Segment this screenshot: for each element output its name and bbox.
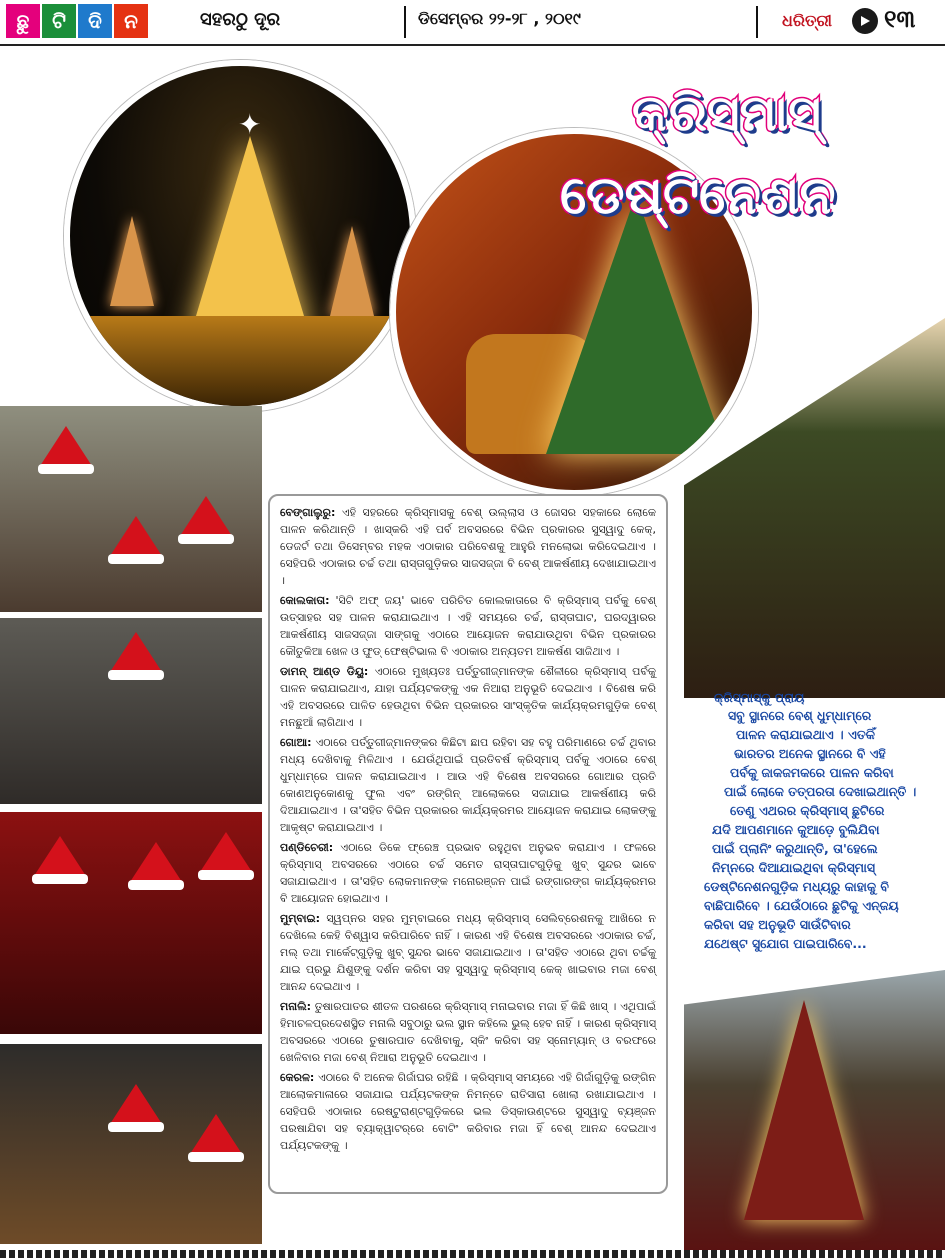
girls-in-santa-hats-photo [0,812,262,1034]
destination-paragraph [280,592,656,660]
santa-hat-icon [180,496,232,536]
water-reflection [70,316,410,406]
brand-letter: ଦି [78,4,112,38]
destination-text: ଏଠାରେ ପର୍ତ୍ତୁଗୀଜ୍‌ମାନଙ୍କର କିଛିଟା ଛାପ ରହିବା ସହ ବହୁ ପରିମାଣରେ ଚର୍ଚ୍ଚ ଥିବାର ମଧ୍ୟ ଦେଖିବାକୁ ମିଳିଥାଏ । ଯେଉଁଥିପାଇଁ ପ୍ରତିବର୍ଷ କ୍ରିସ୍‌ମାସ୍ ପର୍ବକୁ ଏଠାରେ ବେଶ୍ ଧୁମ୍‌ଧାମ୍‌ରେ ପାଳନ କରାଯାଇଥାଏ । ଆଉ ଏହି ବିଶେଷ ଅବସରରେ ଗୋଆର ପ୍ରତି କୋଣଅନୁକୋଣକୁ ଫୁଲ ଏବଂ ରଙ୍ଗିନ୍ ଆଲୋକରେ ସଜାଯାଇ ଆକର୍ଷଣୀୟ କରି ଦିଆଯାଇଥାଏ । ତା'ସହିତ ବିଭିନ ପ୍ରକାରର କାର୍ଯ୍ୟକ୍ରମର ଆୟୋଜନ କରାଯାଇ ଲୋକଙ୍କୁ ଆକୃଷ୍ଟ କରାଯାଇଥାଏ । [280,736,656,834]
callout-line: ଯଦି ଆପଣମାନେ କୁଆଡ଼େ ବୁଲିଯିବା [712,822,880,837]
masthead-divider [404,6,406,38]
play-icon [852,8,878,34]
callout-line: ଭାରତର ଅନେକ ସ୍ଥାନରେ ବି ଏହି [734,746,886,761]
callout-line: ତେଣୁ ଏଥରର କ୍ରିସ୍‌ମାସ୍ ଛୁଟିରେ [730,803,885,818]
children-in-santa-costume-photo [0,1044,262,1244]
santa-crowd-photo [0,406,262,612]
callout-line: ସବୁ ସ୍ଥାନରେ ବେଶ୍ ଧୁମ୍‌ଧାମ୍‌ରେ [728,708,872,723]
headline-line-2: ଡେଷ୍ଟିନେଶନ [560,166,836,226]
destination-name: ମୁମ୍ବାଇ: [280,912,321,925]
christmas-tree-lights-photo [64,60,416,412]
destination-name: ପଣ୍ଡିଚେରୀ: [280,841,334,854]
callout-line: କରିବା ସହ ଅନୁଭୂତି ସାଉଁଟିବାର [704,917,851,932]
destination-paragraph [280,734,656,836]
destination-text: ସ୍ୱପ୍ନର ସହର ମୁମ୍ବାଇରେ ମଧ୍ୟ କ୍ରିସ୍‌ମାସ୍ ସେଲିବ୍ରେଶନକୁ ଆଖିରେ ନ ଦେଖିଲେ କେହି ବିଶ୍ୱାସ କରିପାରିବେ ନାହିଁ । କାରଣ ଏହି ବିଶେଷ ଅବସରରେ ଏଠାକାର ଚର୍ଚ୍ଚ, ମଲ୍ ତଥା ମାର୍କେଟ୍‌ଗୁଡ଼ିକୁ ଖୁବ୍ ସୁନ୍ଦର ଭାବେ ସଜାଯାଇଥାଏ । ତା'ସହିତ ଏଠାରେ ଥିବା ଚର୍ଚ୍ଚକୁ ଯାଇ ପ୍ରଭୁ ଯିଶୁଙ୍କୁ ଦର୍ଶନ କରିବା ସହ ସୁସ୍ୱାଦୁ କ୍ରିସ୍‌ମାସ୍ କେକ୍ ଖାଇବାର ମଜା ବେଶ୍ ଆନନ୍ଦ ଦେଇଥାଏ । [280,912,656,993]
santa-hat-icon [110,1084,162,1124]
destination-name: ବେଙ୍ଗାଲୁରୁ: [280,506,336,519]
destination-name: ମନାଲି: [280,1000,312,1013]
brand-letter: ଛୁ [6,4,40,38]
street-carol-photo [0,618,262,804]
callout-line: ପର୍ବକୁ ଜାକଜମକରେ ପାଳନ କରିବା [730,765,894,780]
destination-paragraph [280,910,656,995]
headline [560,80,930,240]
callout-line: ନିମ୍ନରେ ଦିଆଯାଇଥିବା କ୍ରିସ୍‌ମାସ୍ [712,860,876,875]
destination-paragraph [280,1069,656,1154]
destination-text: ଏହି ସହରରେ କ୍ରିସ୍‌ମାସକୁ ବେଶ୍ ଉଲ୍ଲାସ ଓ ଜୋସର ସହକାରେ ଲୋକେ ପାଳନ କରିଥାନ୍ତି । ଖାସ୍‌କରି ଏହି ପର୍ବ ଅବସରରେ ବିଭିନ ପ୍ରକାରର ସୁସ୍ୱାଦୁ କେକ୍, ଡେଜର୍ଟ ତଥା ଡିସେମ୍ବର ମହକ ଏଠାକାର ପରିବେଶକୁ ଆହୁରି ମନଲୋଭା କରିଦେଇଥାଏ । ସେହିପରି ଏଠାକାର ଚର୍ଚ୍ଚ ତଥା ରାସ୍ତାଗୁଡ଼ିକର ସାଜସଜ୍ଜା ବି ବେଶ୍ ଆକର୍ଷଣୀୟ ଦେଖାଯାଇଥାଏ । [280,506,656,587]
callout-line: ପାଳନ କରାଯାଇଥାଏ । ଏତକିଁ [736,727,875,742]
masthead-divider [756,6,758,38]
destination-paragraph [280,504,656,589]
callout-line: ପାଇଁ ପ୍ଲାନିଂ କରୁଥାନ୍ତି, ତା'ହେଲେ [712,841,878,856]
brand-letter: ନ [114,4,148,38]
destination-name: କେରଳ: [280,1071,315,1084]
headline-line-1: କ୍ରିସ୍‌ମାସ୍ [632,84,821,142]
intro-callout [704,688,944,951]
destination-text: ଏଠାରେ ମୁଖ୍ୟତଃ ପର୍ତ୍ତୁଗୀଜ୍‌ମାନଙ୍କ ଶୈଳୀରେ କ୍ରିସ୍‌ମାସ୍ ପର୍ବକୁ ପାଳନ କରାଯାଇଥାଏ, ଯାହା ପର୍ଯ୍ୟଟକଙ୍କୁ ଏକ ନିଆରା ଅନୁଭୂତି ଦେଇଥାଏ । ବିଶେଷ କରି ଏହି ଅବସରରେ ପାଳିତ ହେଉଥିବା ବିଭିନ ପ୍ରକାରର ସାଂସ୍କୃତିକ କାର୍ଯ୍ୟକ୍ରମଗୁଡ଼ିକ ବେଶ୍ ମନଛୁଆଁ ଲାଗିଥାଏ । [280,665,656,729]
santa-hat-icon [40,426,92,466]
article-body [268,494,668,1194]
destination-text: ଏଠାରେ ଡିକେ ଫ୍ରେଞ୍ଚ ପ୍ରଭାବ ରହୁଥିବା ଅନୁଭବ କରାଯାଏ । ଫଳରେ କ୍ରିସ୍‌ମାସ୍ ଅବସରରେ ଏଠାରେ ଚର୍ଚ୍ଚ ସମେତ ରାସ୍ତାଘାଟଗୁଡ଼ିକୁ ଖୁବ୍ ସୁନ୍ଦର ଭାବେ ସଜାଯାଇଥାଏ । ତା'ସହିତ ଲୋକମାନଙ୍କ ମନୋରଞ୍ଜନ ପାଇଁ ରଙ୍ଗାରଙ୍ଗ କାର୍ଯ୍ୟକ୍ରମର ବି ଆୟୋଜନ ହୋଇଥାଏ । [280,841,656,905]
decorated-tree [744,1000,864,1220]
destination-name: ଗୋଆ: [280,736,312,749]
newspaper-logo: ଧରିତ୍ରୀ [782,11,832,30]
section-name: ସହରଠୁ ଦୂର [200,9,281,30]
santa-hat-icon [200,832,252,872]
callout-line: ପାଇଁ ଲୋକେ ତତ୍ପରତା ଦେଖାଇଥାନ୍ତି । [724,784,917,799]
callout-line: ବାଛିପାରିବେ । ଯେଉଁଠାରେ ଛୁଟିକୁ ଏନ୍‌ଜୟ [704,898,899,913]
santa-hat-icon [110,516,162,556]
callout-line: ଡେଷ୍ଟିନେଶନଗୁଡ଼ିକ ମଧ୍ୟରୁ କାହାକୁ ବି [704,879,889,894]
santa-hat-icon [34,836,86,876]
santa-hat-icon [190,1114,242,1154]
page-number: ୧୩ [884,5,916,33]
lit-tree-large [190,136,310,336]
callout-line: ଯଥେଷ୍ଟ ସୁଯୋଗ ପାଇପାରିବେ... [704,936,867,951]
star-icon: ✦ [238,108,262,141]
brand-logo [6,4,148,38]
destination-paragraph [280,998,656,1066]
issue-date: ଡିସେମ୍ବର ୨୨-୨୮ , ୨୦୧୯ [418,9,581,28]
destination-name: କୋଲକାତା: [280,594,330,607]
destination-text: 'ସିଟି ଅଫ୍ ଜୟ' ଭାବେ ପରିଚିତ କୋଲକାତାରେ ବି କ୍ରିସ୍‌ମାସ୍ ପର୍ବକୁ ବେଶ୍ ଉତ୍ସାହର ସହ ପାଳନ କରାଯାଇଥାଏ । ଏହି ସମୟରେ ଚର୍ଚ୍ଚ, ରାସ୍ତାଘାଟ, ଘରଦ୍ୱାରର ଆକର୍ଷଣୀୟ ସାଜସଜ୍ଜା ସାଙ୍ଗକୁ ଏଠାରେ ଆୟୋଜନ କରାଯାଉଥିବା ବିଭିନ ପ୍ରକାରର କୌତୁକିଆ ଖେଳ ଓ ଫୁଡ୍ ଫେଷ୍ଟିଭାଲ ବି ଏଠାକାର ଅନ୍ୟତମ ଆକର୍ଷଣ ସାଜିଥାଏ । [280,594,656,658]
destination-name: ଡାମନ୍ ଆଣ୍ଡ ଡିୟୁ: [280,665,369,678]
masthead [0,0,945,46]
page-bottom-rule [0,1250,945,1258]
destination-text: ତୁଷାରପାତର ଶୀତଳ ପରଶରେ କ୍ରିସ୍‌ମାସ୍ ମନାଇବାର ମଜା ହିଁ କିଛି ଖାସ୍ । ଏଥିପାଇଁ ହିମାଚଳପ୍ରଦେଶସ୍ଥିତ ମନାଲି ସବୁଠାରୁ ଭଲ ସ୍ଥାନ କହିଲେ ଭୁଲ୍ ହେବ ନାହିଁ । କାରଣ କ୍ରିସ୍‌ମାସ୍ ଅବସରରେ ଏଠାରେ ତୁଷାରପାତ ଦେଖିବାକୁ, ସ୍କିଂ କରିବା ସହ ସ୍ନୋମ୍ୟାନ୍ ଓ ବରଫରେ ଖେଳିବାର ମଜା ବେଶ୍ ନିଆରା ଅନୁଭୂତି ଦେଇଥାଏ । [280,1000,656,1064]
callout-line: କ୍ରିସ୍‌ମାସ୍‌କୁ ପ୍ରାୟ [714,690,805,705]
santa-hat-icon [130,842,182,882]
destination-text: ଏଠାରେ ବି ଅନେକ ଗିର୍ଜାଘର ରହିଛି । କ୍ରିସ୍‌ମାସ୍ ସମୟରେ ଏହି ଗିର୍ଜାଗୁଡ଼ିକୁ ରଙ୍ଗିନ ଆଲୋକମାଳାରେ ସଜାଯାଇ ପର୍ଯ୍ୟଟକଙ୍କ ନିମନ୍ତେ ରାତିସାରା ଖୋଲା ରଖାଯାଇଥାଏ । ସେହିପରି ଏଠାକାର ରେଷ୍ଟୁରାଣ୍ଟଗୁଡ଼ିକରେ ଭଲ ଡିସ୍‌କାଉଣ୍ଟରେ ସୁସ୍ୱାଦୁ ବ୍ୟଞ୍ଜନ ପରଷାଯିବା ସହ ବ୍ୟାକ୍‌ୱାଟର୍‌ରେ ବୋଟିଂ କରିବାର ମଜା ହିଁ ବେଶ୍ ଆନନ୍ଦ ଦେଇଥାଏ ପର୍ଯ୍ୟଟକଙ୍କୁ । [280,1071,656,1152]
santa-hat-icon [110,632,162,672]
lit-tree-small [110,216,154,306]
lit-tree-small [330,226,374,316]
destination-paragraph [280,663,656,731]
destination-paragraph [280,839,656,907]
giant-christmas-tree-photo [684,970,945,1258]
brand-letter: ଟି [42,4,76,38]
